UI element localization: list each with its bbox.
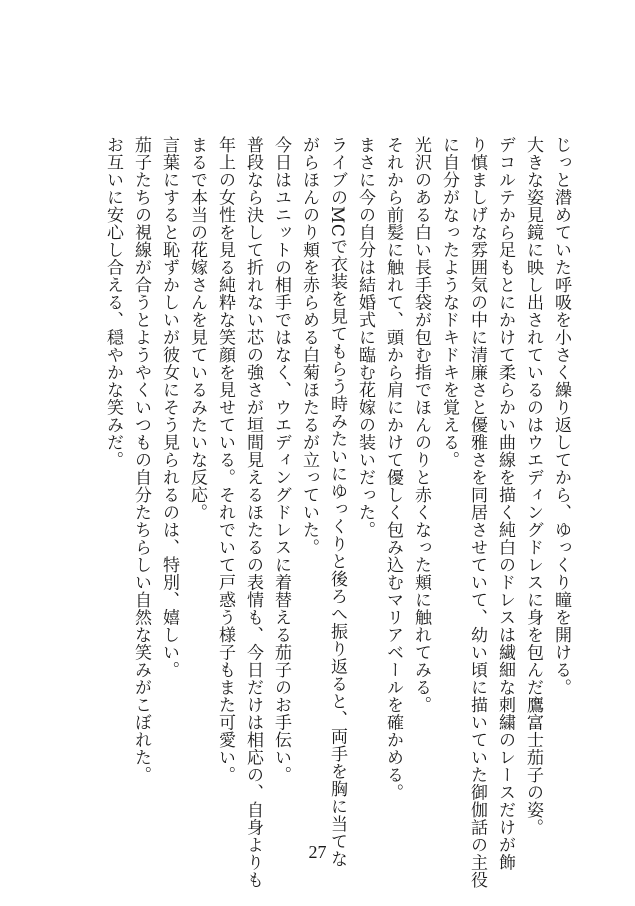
text-line: 光沢のある白い長手袋が包む指でほんのりと赤くなった頬に触れてみる。 xyxy=(411,136,431,714)
text-line: 年上の女性を見る純粋な笑顔を見せている。それでいて戸惑う様子もまた可愛い。 xyxy=(215,136,235,784)
text-line: お互いに安心し合える、穏やかな笑みだ。 xyxy=(103,136,123,469)
text-line: ライブのMCで衣装を見てもらう時みたいにゆっくりと後ろへ振り返ると、両手を胸に当てな xyxy=(327,136,347,868)
text-line: に自分がなったようなドキドキを覚える。 xyxy=(439,136,459,469)
text-line: がらほんのり頬を赤らめる白菊ほたるが立っていた。 xyxy=(299,136,319,556)
text-line: 今日はユニットの相手ではなく、ウエディングドレスに着替える茄子のお手伝い。 xyxy=(271,136,291,784)
text-line: 大きな姿見鏡に映し出されているのはウエディングドレスに身を包んだ鷹富士茄子の姿。 xyxy=(523,136,543,836)
text-line: り慎ましげな雰囲気の中に清廉さと優雅さを同居させていて、幼い頃に描いていた御伽話の主役 xyxy=(467,136,487,889)
page-number: 27 xyxy=(308,842,327,862)
text-line: 茄子たちの視線が合うとようやくいつもの自分たちらしい自然な笑みがこぼれた。 xyxy=(131,136,151,784)
text-line: それから前髪に触れて、頭から肩にかけて優しく包み込むマリアベールを確かめる。 xyxy=(383,136,403,801)
text-line: まさに今の自分は結婚式に臨む花嫁の装いだった。 xyxy=(355,136,375,539)
text-line: 言葉にすると恥ずかしいが彼女にそう見られるのは、特別、嬉しい。 xyxy=(159,136,179,679)
text-line: まるで本当の花嫁さんを見ているみたいな反応。 xyxy=(187,136,207,521)
text-line: 普段なら決して折れない芯の強さが垣間見えるほたるの表情も、今日だけは相応の、自身よりも xyxy=(243,136,263,889)
text-line: じっと潜めていた呼吸を小さく繰り返してから、ゆっくり瞳を開ける。 xyxy=(551,136,571,696)
text-line: デコルテから足もとにかけて柔らかい曲線を描く純白のドレスは繊細な刺繍のレースだけが飾 xyxy=(495,136,515,871)
